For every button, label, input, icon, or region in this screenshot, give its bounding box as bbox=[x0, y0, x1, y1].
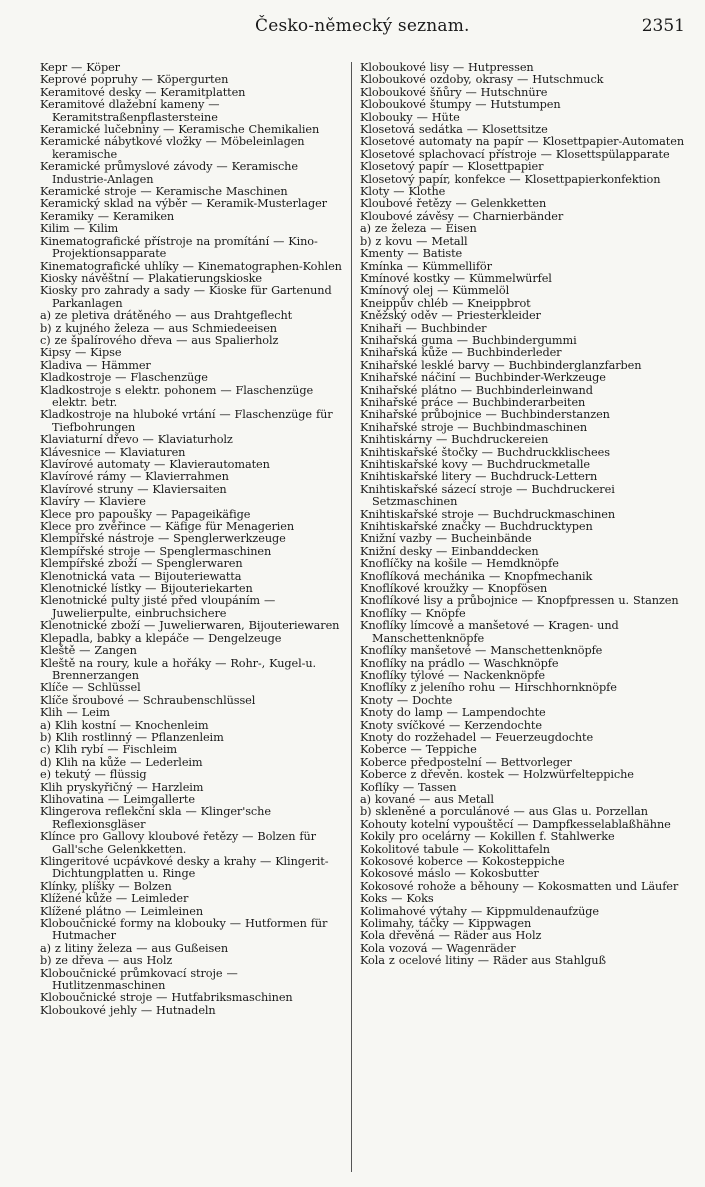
index-entry: Klenotnické lístky — Bijouteriekarten bbox=[40, 582, 253, 596]
index-entry: Kloboukové šňůry — Hutschnüre bbox=[360, 85, 548, 99]
page-header bbox=[0, 12, 705, 42]
index-entry: Klih pryskyřičný — Harzleim bbox=[40, 780, 204, 794]
index-entry: Klosetový papír — Klosettpapier bbox=[360, 160, 544, 174]
index-entry: Kohouty kotelní vypouštěcí — Dampfkesselablaßhähne bbox=[360, 817, 671, 831]
index-entry: b) ze dřeva — aus Holz bbox=[40, 954, 173, 968]
index-entry: Keprové popruhy — Köpergurten bbox=[40, 73, 229, 87]
index-entry: Koberce — Teppiche bbox=[360, 743, 477, 757]
index-entry: Knoty do lamp — Lampendochte bbox=[360, 706, 546, 720]
index-entry: Klížené kůže — Leimleder bbox=[40, 892, 189, 906]
index-entry: Klenotnické pulty jisté před vloupáním — Juwelierpulte, einbruchsichere bbox=[40, 594, 276, 620]
index-entry: Klosetové automaty na papír — Klosettpapier-Automaten bbox=[360, 135, 684, 149]
index-entry: Kepr — Köper bbox=[40, 61, 120, 74]
index-entry: Knihtiskařské štočky — Buchdruckklischees bbox=[360, 445, 610, 459]
index-entry: Kleště na roury, kule a hořáky — Rohr-, Kugel-u. Brennerzangen bbox=[40, 656, 317, 682]
index-entry: d) Klih na kůže — Lederleim bbox=[40, 755, 203, 769]
index-entry: Knižní desky — Einbanddecken bbox=[360, 544, 539, 558]
index-entry: Kokosové koberce — Kokosteppiche bbox=[360, 855, 565, 868]
index-entry: Kloubové řetězy — Gelenkketten bbox=[360, 197, 547, 211]
index-entry: Klihovatina — Leimgallerte bbox=[40, 792, 195, 806]
index-entry: b) Klih rostlinný — Pflanzenleim bbox=[40, 730, 224, 744]
index-entry: Koberce předpostelní — Bettvorleger bbox=[360, 755, 572, 769]
index-entry: Klavírové struny — Klaviersaiten bbox=[40, 482, 227, 496]
index-entry: Kmínka — Kümmelliför bbox=[360, 259, 492, 273]
page-number: 2351 bbox=[641, 16, 685, 36]
index-entry: Knihtiskařské stroje — Buchdruckmaschinen bbox=[360, 507, 616, 521]
index-entry: Knihařské průbojnice — Buchbinderstanzen bbox=[360, 408, 610, 422]
index-entry: a) kované — aus Metall bbox=[360, 792, 494, 806]
index-entry: Knižní vazby — Bucheinbände bbox=[360, 532, 532, 546]
index-entry: Knihařské stroje — Buchbindmaschinen bbox=[360, 420, 587, 434]
index-entry: Kneippův chléb — Kneippbrot bbox=[360, 296, 531, 310]
index-entry: Knoty svíčkové — Kerzendochte bbox=[360, 718, 542, 732]
index-entry: Kladkostroje — Flaschenzüge bbox=[40, 371, 208, 385]
index-entry: Kilim — Kilim bbox=[40, 222, 119, 236]
index-entry: c) Klih rybí — Fischleim bbox=[40, 743, 178, 757]
index-entry: Kloboukové jehly — Hutnadeln bbox=[40, 1003, 216, 1017]
index-entry: Knoflíky — Knöpfe bbox=[360, 606, 466, 620]
index-entry: Kokily pro ocelárny — Kokillen f. Stahlwerke bbox=[360, 830, 615, 844]
index-entry: Kola vozová — Wagenräder bbox=[360, 941, 516, 955]
index-entry: Keramitové desky — Keramitplatten bbox=[40, 85, 246, 99]
index-entry: Knoty do rozžehadel — Feuerzeugdochte bbox=[360, 730, 594, 744]
index-entry: a) ze železa — Eisen bbox=[360, 222, 477, 236]
index-entry: Klavírové rámy — Klavierrahmen bbox=[40, 470, 229, 484]
index-entry: Klih — Leim bbox=[40, 706, 110, 720]
index-entry: Klosetový papír, konfekce — Klosettpapierkonfektion bbox=[360, 172, 661, 186]
index-entry: Kinematografické uhlíky — Kinematographen-Kohlen bbox=[40, 259, 342, 273]
index-entry: Koberce z dřevěn. kostek — Holzwürfelteppiche bbox=[360, 768, 634, 782]
index-entry: Klece pro zvěřince — Käfige für Menagerien bbox=[40, 520, 295, 534]
index-entry: Knoflíky z jeleního rohu — Hirschhornknöpfe bbox=[360, 681, 617, 695]
index-entry: Kokosové máslo — Kokosbutter bbox=[360, 867, 539, 881]
index-entry: Kloboučnické stroje — Hutfabriksmaschinen bbox=[40, 991, 293, 1005]
index-entry: Klingeritové ucpávkové desky a krahy — Klingerit-Dichtungplatten u. Ringe bbox=[40, 855, 329, 881]
index-entry: Koflíky — Tassen bbox=[360, 780, 457, 794]
index-entry: Klaviaturní dřevo — Klaviaturholz bbox=[40, 433, 233, 447]
index-entry: Kokolitové tabule — Kokolittafeln bbox=[360, 842, 550, 856]
column-divider bbox=[351, 62, 352, 1172]
index-entry: Knihtiskařské značky — Buchdrucktypen bbox=[360, 520, 593, 534]
index-entry: Klíče šroubové — Schraubenschlüssel bbox=[40, 693, 256, 707]
index-entry: Kolimahové výtahy — Kippmuldenaufzüge bbox=[360, 904, 599, 918]
index-entry: b) z kovu — Metall bbox=[360, 234, 468, 248]
index-entry: Knihaři — Buchbinder bbox=[360, 321, 487, 335]
page-title: Česko-německý seznam. bbox=[255, 16, 470, 36]
index-entry: Kloboučnické formy na klobouky — Hutformen für Hutmacher bbox=[40, 917, 328, 943]
index-entry: Knoflíky na prádlo — Waschknöpfe bbox=[360, 656, 559, 670]
index-entry: Klenotnické zboží — Juwelierwaren, Bijouteriewaren bbox=[40, 619, 340, 633]
index-entry: Klíče — Schlüssel bbox=[40, 681, 141, 695]
index-entry: Kladiva — Hämmer bbox=[40, 358, 151, 372]
index-entry: Knihařské práce — Buchbinderarbeiten bbox=[360, 395, 586, 409]
index-entry: Knoflíkové kroužky — Knopfösen bbox=[360, 582, 548, 596]
index-entry: a) z litiny železa — aus Gußeisen bbox=[40, 941, 229, 955]
index-entry: Klobouky — Hüte bbox=[360, 110, 460, 124]
index-entry: Kiosky návěštní — Plakatierungskioske bbox=[40, 271, 262, 285]
index-entry: Klínky, plíšky — Bolzen bbox=[40, 879, 172, 893]
index-entry: Kola z ocelové litiny — Räder aus Stahlguß bbox=[360, 954, 606, 968]
index-entry: Knihařská guma — Buchbindergummi bbox=[360, 333, 577, 347]
index-entry: Keramiky — Keramiken bbox=[40, 209, 175, 223]
index-entry: Keramitové dlažební kameny — Keramitstraßenpflastersteine bbox=[40, 98, 220, 124]
index-entry: Kloubové závěsy — Charnierbänder bbox=[360, 209, 564, 223]
index-entry: Knoflíky týlové — Nackenknöpfe bbox=[360, 668, 545, 682]
index-entry: Klepadla, babky a klepáče — Dengelzeuge bbox=[40, 631, 282, 645]
index-entry: Klempířské stroje — Spenglermaschinen bbox=[40, 544, 272, 558]
index-entry: Kokosové rohože a běhouny — Kokosmatten und Läufer bbox=[360, 879, 679, 893]
index-entry: Klávesnice — Klaviaturen bbox=[40, 445, 186, 459]
index-entry: Klosetové splachovací přístroje — Klosettspülapparate bbox=[360, 147, 670, 161]
index-entry: Knoflíky límcové a manšetové — Kragen- und Manschettenknöpfe bbox=[360, 619, 619, 645]
index-entry: Kladkostroje na hluboké vrtání — Flaschenzüge für Tiefbohrungen bbox=[40, 408, 333, 434]
index-entry: Klempířské zboží — Spenglerwaren bbox=[40, 557, 243, 571]
index-entry: Kloboučnické průmkovací stroje — Hutlitzenmaschinen bbox=[40, 966, 238, 993]
index-entry: Kipsy — Kipse bbox=[40, 346, 122, 360]
index-entry: Knihařské plátno — Buchbinderleinwand bbox=[360, 383, 593, 397]
index-entry: Klavírové automaty — Klavierautomaten bbox=[40, 458, 270, 471]
index-entry: Klosetová sedátka — Klosettsitze bbox=[360, 123, 548, 137]
index-entry: Knihařské náčiní — Buchbinder-Werkzeuge bbox=[360, 371, 606, 385]
index-entry: Knoflíková mechánika — Knopfmechanik bbox=[360, 569, 593, 583]
index-entry: Kmínový olej — Kümmelöl bbox=[360, 284, 510, 298]
index-entry: Koks — Koks bbox=[360, 892, 434, 906]
index-entry: Knoflíčky na košile — Hemdknöpfe bbox=[360, 557, 559, 571]
index-entry: a) ze pletiva drátěného — aus Drahtgeflecht bbox=[40, 309, 293, 323]
index-entry: Klínce pro Gallovy kloubové řetězy — Bolzen für Gall'sche Gelenkketten. bbox=[40, 830, 316, 856]
index-entry: Kmínové kostky — Kümmelwürfel bbox=[360, 271, 552, 285]
index-entry: Kloty — Klothe bbox=[360, 185, 446, 199]
index-entry: a) Klih kostní — Knochenleim bbox=[40, 718, 209, 732]
index-entry: Klempířské nástroje — Spenglerwerkzeuge bbox=[40, 532, 286, 546]
index-entry: b) skleněné a porculánové — aus Glas u. Porzellan bbox=[360, 805, 648, 819]
index-entry: Keramické nábytkové vložky — Möbeleinlagen keramische bbox=[40, 135, 305, 161]
index-entry: Knihařské lesklé barvy — Buchbinderglanzfarben bbox=[360, 358, 642, 372]
index-entry: Knihařská kůže — Buchbinderleder bbox=[360, 346, 562, 360]
index-entry: e) tekutý — flüssig bbox=[40, 768, 147, 782]
index-entry: Klece pro papoušky — Papageikäfige bbox=[40, 507, 251, 521]
right-column bbox=[360, 62, 685, 968]
index-entry: Klenotnická vata — Bijouteriewatta bbox=[40, 569, 242, 583]
index-entry: Knoflíky manšetové — Manschettenknöpfe bbox=[360, 644, 603, 658]
index-entry: Klížené plátno — Leimleinen bbox=[40, 904, 203, 918]
left-column bbox=[40, 62, 352, 1017]
index-entry: Kladkostroje s elektr. pohonem — Flaschenzüge elektr. betr. bbox=[40, 383, 314, 409]
index-entry: c) ze špalírového dřeva — aus Spalierholz bbox=[40, 333, 279, 347]
index-entry: Keramický sklad na výběr — Keramik-Musterlager bbox=[40, 197, 327, 211]
index-entry: Kiosky pro zahrady a sady — Kioske für Gartenund Parkanlagen bbox=[40, 284, 332, 310]
index-entry: Kleště — Zangen bbox=[40, 644, 137, 658]
index-entry: b) z kujného železa — aus Schmiedeeisen bbox=[40, 321, 277, 335]
index-entry: Keramické lučebniny — Keramische Chemikalien bbox=[40, 123, 320, 137]
index-entry: Keramické stroje — Keramische Maschinen bbox=[40, 185, 288, 199]
index-entry: Kinematografické přístroje na promítání — Kino-Projektionsapparate bbox=[40, 234, 318, 261]
index-entry: Knoty — Dochte bbox=[360, 693, 453, 707]
index-entry: Klingerova reflekční skla — Klinger'sche Reflexionsgläser bbox=[40, 805, 271, 831]
index-entry: Kněžský oděv — Priesterkleider bbox=[360, 309, 541, 323]
index-entry: Knoflíkové lisy a průbojnice — Knopfpressen u. Stanzen bbox=[360, 594, 679, 608]
index-entry: Kola dřevěná — Räder aus Holz bbox=[360, 929, 542, 943]
index-entry: Knihtiskařské litery — Buchdruck-Lettern bbox=[360, 470, 598, 484]
index-entry: Kloboukové lisy — Hutpressen bbox=[360, 61, 534, 74]
index-entry: Keramické průmyslové závody — Keramische Industrie-Anlagen bbox=[40, 160, 298, 186]
index-entry: Klavíry — Klaviere bbox=[40, 495, 146, 509]
index-entry: Knihtiskárny — Buchdruckereien bbox=[360, 433, 549, 447]
index-entry: Kloboukové ozdoby, okrasy — Hutschmuck bbox=[360, 73, 604, 87]
index-entry: Knihtiskařské kovy — Buchdruckmetalle bbox=[360, 458, 590, 471]
index-entry: Kolimahy, táčky — Kippwagen bbox=[360, 917, 532, 931]
index-entry: Knihtiskařské sázecí stroje — Buchdruckerei Setzmaschinen bbox=[360, 482, 615, 509]
index-entry: Kloboukové štumpy — Hutstumpen bbox=[360, 98, 561, 112]
index-entry: Kmenty — Batiste bbox=[360, 247, 463, 261]
